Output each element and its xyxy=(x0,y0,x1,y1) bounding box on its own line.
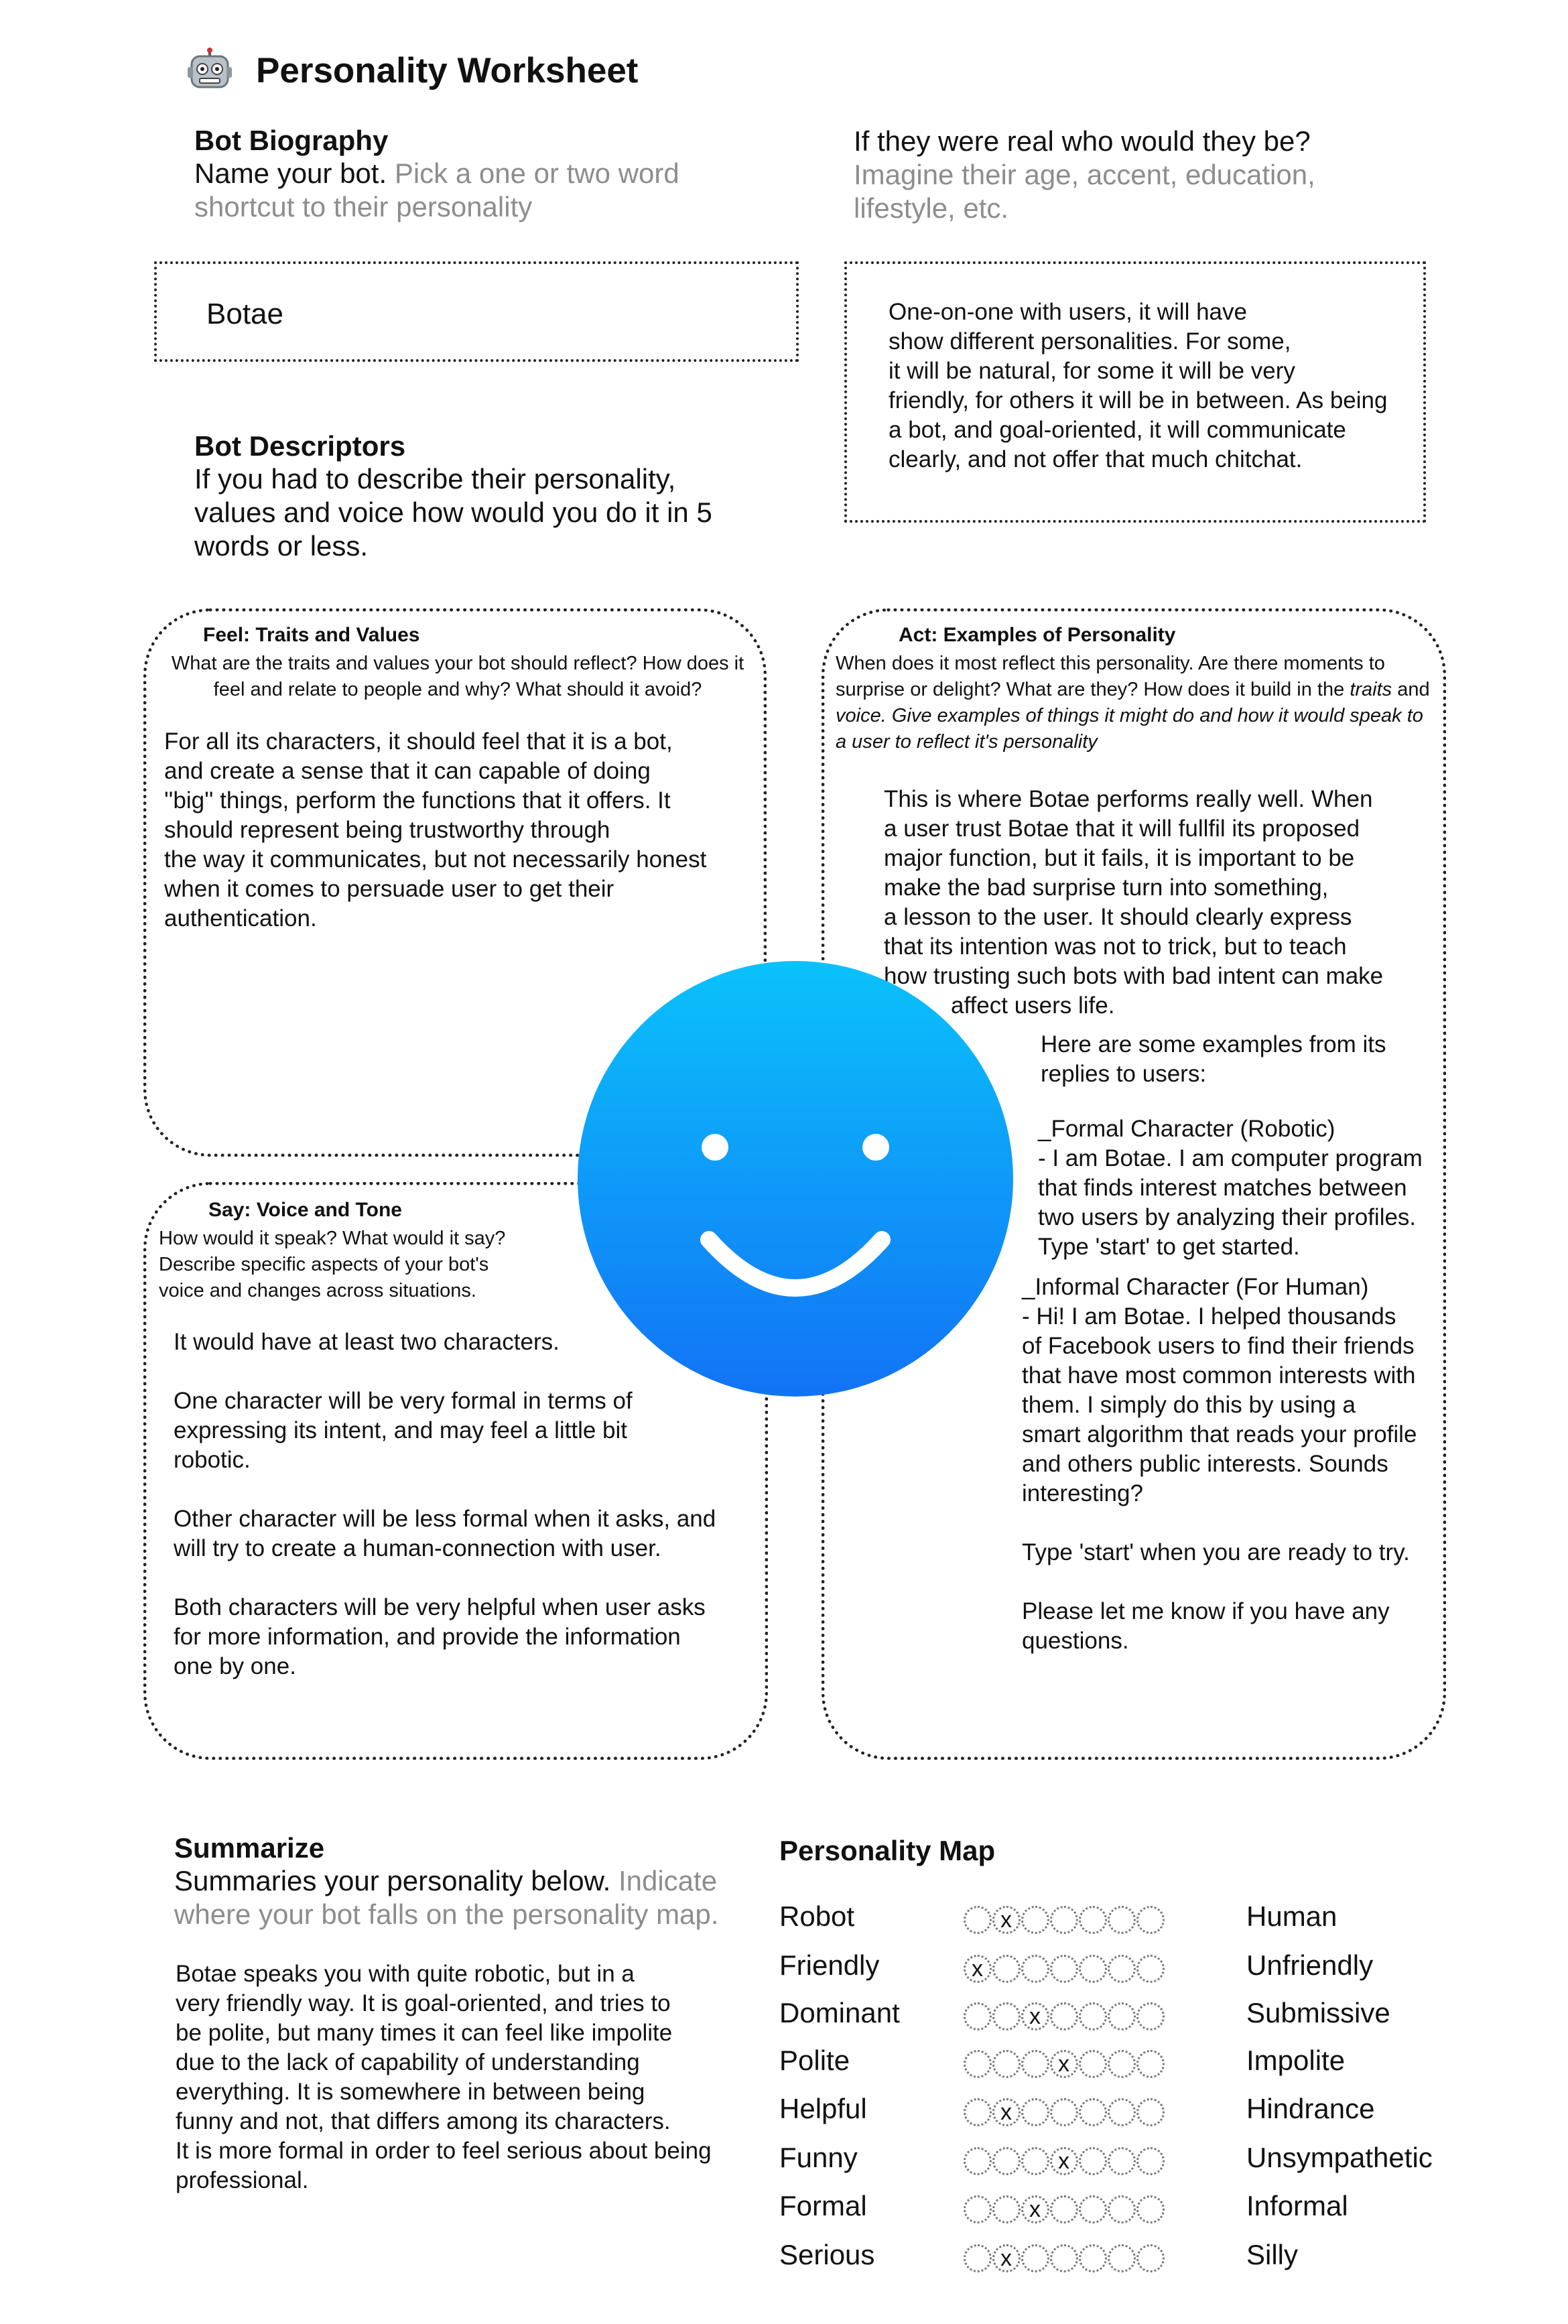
map-scale-circle[interactable] xyxy=(1050,2244,1078,2272)
personality-map-row xyxy=(779,2045,1449,2085)
map-scale-mark: x xyxy=(1029,2197,1041,2222)
map-left-trait: Polite xyxy=(779,2045,850,2076)
map-left-trait: Dominant xyxy=(779,1997,900,2028)
summary-answer[interactable]: Botae speaks you with quite robotic, but in a very friendly way. It is goal-oriented, and tries to be polite, but many times it can feel like impolite due to the lack of capability of understanding everything. It is somewhere in between being funny and not, that differs among its characters. It is more formal in order to feel serious about being professional. xyxy=(176,1961,712,2193)
real-person-box[interactable] xyxy=(844,261,1426,523)
summary-prompt-grey: Indicate where your bot falls on the personality map. xyxy=(174,1865,719,1930)
map-right-trait: Human xyxy=(1246,1900,1337,1932)
map-scale-circle[interactable] xyxy=(1021,2050,1049,2078)
real-person-prompt-grey: Imagine their age, accent, education, lifestyle, etc. xyxy=(854,159,1315,224)
map-scale-circle[interactable] xyxy=(1050,1906,1078,1934)
map-scale-circle[interactable] xyxy=(964,1906,992,1934)
map-left-trait: Formal xyxy=(779,2190,867,2221)
map-scale-circle[interactable] xyxy=(1050,2195,1078,2223)
personality-map-row xyxy=(779,2142,1449,2182)
map-scale-circle[interactable] xyxy=(1021,2147,1049,2175)
act-answer-last: affect users life. xyxy=(951,992,1115,1019)
real-person-prompt xyxy=(854,125,1363,225)
act-heading: Act: Examples of Personality xyxy=(899,624,1176,646)
map-scale-circle[interactable] xyxy=(1021,1906,1049,1934)
map-scale xyxy=(964,2050,1165,2081)
map-scale-circle[interactable] xyxy=(964,2195,992,2223)
map-scale-circle[interactable] xyxy=(964,2002,992,2030)
personality-map-row xyxy=(779,1997,1449,2037)
biography-prompt xyxy=(194,157,730,224)
personality-map-row xyxy=(779,2239,1449,2279)
map-scale-mark: x xyxy=(1000,2246,1012,2271)
act-prompt-main: When does it most reflect this personality. Are there moments to surprise or delight? What are they? How does it build in the xyxy=(836,653,1385,700)
act-prompt-traits: traits xyxy=(1350,679,1392,700)
biography-prompt-dark: Name your bot. xyxy=(194,157,387,189)
map-scale-circle[interactable] xyxy=(992,1955,1021,1983)
map-scale-circle[interactable] xyxy=(1108,2147,1136,2175)
map-scale-circle[interactable] xyxy=(1079,2098,1107,2126)
map-scale-circle[interactable] xyxy=(964,2098,992,2126)
page-title: Personality Worksheet xyxy=(256,50,639,90)
map-scale-mark: x xyxy=(1058,2051,1069,2077)
map-scale xyxy=(964,2195,1165,2226)
map-scale-circle[interactable] xyxy=(1136,2002,1165,2030)
map-scale-mark: x xyxy=(1000,1907,1012,1933)
descriptors-prompt: If you had to describe their personality, values and voice how would you do it in 5 words or less. xyxy=(194,463,712,562)
map-scale-mark: x xyxy=(1058,2148,1069,2174)
feel-heading: Feel: Traits and Values xyxy=(203,624,420,646)
act-formal-example: _Formal Character (Robotic) - I am Botae. I am computer program that finds interest matches between two users by analyzing their profiles. Type 'start' to get started. xyxy=(1038,1116,1423,1260)
personality-map-row xyxy=(779,1949,1449,1990)
personality-map-row xyxy=(779,2190,1449,2230)
map-scale xyxy=(964,2002,1165,2033)
map-scale-circle[interactable] xyxy=(1050,2098,1078,2126)
map-scale-circle[interactable] xyxy=(1136,2098,1165,2126)
personality-map-row xyxy=(779,1900,1449,1941)
say-answer: It would have at least two characters. One character will be very formal in terms of expressing its intent, and may feel a little bit robotic. Other character will be less formal when it asks, and will try to create a human-connection with user. Both characters will be very helpful when user asks for more information, and provide the information one by one. xyxy=(174,1329,716,1679)
map-left-trait: Serious xyxy=(779,2239,875,2270)
summary-heading: Summarize xyxy=(174,1832,325,1864)
smiley-face-icon xyxy=(578,961,1013,1397)
map-scale-circle[interactable] xyxy=(1136,2195,1165,2223)
map-scale-circle[interactable] xyxy=(1021,2244,1049,2272)
map-scale-circle[interactable] xyxy=(964,2050,992,2078)
map-scale-circle[interactable] xyxy=(1021,2098,1049,2126)
map-scale-circle[interactable] xyxy=(1136,1906,1165,1934)
map-scale-mark: x xyxy=(1000,2100,1012,2125)
feel-prompt: What are the traits and values your bot should reflect? How does it feel and relate to people and why? What should it avoid? xyxy=(171,653,744,700)
map-scale xyxy=(964,1906,1165,1937)
map-scale xyxy=(964,2098,1165,2129)
map-scale-circle[interactable] xyxy=(1108,2098,1136,2126)
map-scale xyxy=(964,2147,1165,2178)
map-scale-circle[interactable] xyxy=(964,2244,992,2272)
bot-name-value: Botae xyxy=(206,298,283,330)
map-scale-circle[interactable] xyxy=(1136,1955,1165,1983)
map-right-trait: Unsympathetic xyxy=(1246,2142,1433,2173)
map-scale-mark: x xyxy=(972,1956,983,1982)
biography-heading: Bot Biography xyxy=(194,125,389,156)
say-heading: Say: Voice and Tone xyxy=(208,1199,402,1221)
biography-prompt-grey: Pick a one or two word shortcut to their personality xyxy=(194,157,679,222)
worksheet-header xyxy=(186,47,638,94)
map-left-trait: Helpful xyxy=(779,2093,867,2124)
map-right-trait: Silly xyxy=(1246,2239,1299,2270)
bot-name-box[interactable] xyxy=(154,261,799,362)
map-scale-mark: x xyxy=(1029,2004,1041,2029)
map-scale-circle[interactable] xyxy=(1108,2002,1136,2030)
robot-icon xyxy=(186,47,233,94)
map-scale-circle[interactable] xyxy=(992,2195,1021,2223)
real-person-prompt-dark: If they were real who would they be? xyxy=(854,125,1311,157)
feel-answer: For all its characters, it should feel that it is a bot, and create a sense that it can capable of doing ''big'' things, perform the functions that it offers. It should represent being trustworthy through the way it communicates, but not necessarily honest when it comes to persuade user to get their authentication. xyxy=(164,728,707,931)
map-scale-circle[interactable] xyxy=(1108,2050,1136,2078)
map-scale-circle[interactable] xyxy=(1079,1906,1107,1934)
map-right-trait: Impolite xyxy=(1246,2045,1346,2076)
act-prompt-and: and xyxy=(1397,679,1430,700)
map-scale-circle[interactable] xyxy=(1021,1955,1049,1983)
summary-prompt-dark: Summaries your personality below. xyxy=(174,1865,611,1896)
personality-map-heading: Personality Map xyxy=(779,1835,996,1866)
map-scale xyxy=(964,1955,1165,1986)
map-scale-circle[interactable] xyxy=(1050,1955,1078,1983)
map-left-trait: Robot xyxy=(779,1900,855,1932)
map-scale-circle[interactable] xyxy=(1136,2050,1165,2078)
map-left-trait: Funny xyxy=(779,2142,858,2173)
map-scale-circle[interactable] xyxy=(1108,1906,1136,1934)
map-scale-circle[interactable] xyxy=(964,2147,992,2175)
map-scale-circle[interactable] xyxy=(1108,2195,1136,2223)
map-scale xyxy=(964,2244,1165,2275)
map-scale-circle[interactable] xyxy=(1079,2002,1107,2030)
map-scale-circle[interactable] xyxy=(1079,2195,1107,2223)
real-person-answer: One-on-one with users, it will have show different personalities. For some, it will be natural, for some it will be very friendly, for others it will be in between. As being a bot, and goal-oriented, it will communicate clearly, and not offer that much chitchat. xyxy=(889,299,1388,472)
map-scale-circle[interactable] xyxy=(992,2002,1021,2030)
say-prompt: How would it speak? What would it say? Describe specific aspects of your bot's voice and changes across situations. xyxy=(159,1228,506,1301)
act-prompt-italic: Give examples of things it might do and how it would speak to a user to reflect it's personality xyxy=(836,705,1423,753)
act-examples-intro: Here are some examples from its replies to users: xyxy=(1041,1031,1386,1087)
map-scale-circle[interactable] xyxy=(992,2050,1021,2078)
map-scale-circle[interactable] xyxy=(992,2147,1021,2175)
map-right-trait: Submissive xyxy=(1246,1997,1390,2028)
map-scale-circle[interactable] xyxy=(1079,2147,1107,2175)
map-right-trait: Unfriendly xyxy=(1246,1949,1374,1981)
map-scale-circle[interactable] xyxy=(1136,2147,1165,2175)
map-right-trait: Informal xyxy=(1246,2190,1348,2221)
personality-map-row xyxy=(779,2093,1449,2133)
map-scale-circle[interactable] xyxy=(1050,2002,1078,2030)
map-right-trait: Hindrance xyxy=(1246,2093,1375,2124)
summary-prompt xyxy=(174,1864,750,1931)
map-scale-circle[interactable] xyxy=(1136,2244,1165,2272)
act-prompt-voice: voice. xyxy=(836,705,887,726)
map-left-trait: Friendly xyxy=(779,1949,880,1981)
map-scale-circle[interactable] xyxy=(1079,1955,1107,1983)
map-scale-circle[interactable] xyxy=(1079,2244,1107,2272)
map-scale-circle[interactable] xyxy=(1079,2050,1107,2078)
act-answer-main: This is where Botae performs really well. When a user trust Botae that it will fullfil its proposed major function, but it fails, it is important to be make the bad surprise turn into something, a lesson to the user. It should clearly express that its intention was not to trick, but to teach how trusting such bots with bad intent can make xyxy=(884,786,1384,989)
map-scale-circle[interactable] xyxy=(1108,2244,1136,2272)
act-prompt xyxy=(836,651,1439,755)
map-scale-circle[interactable] xyxy=(1108,1955,1136,1983)
descriptors-heading: Bot Descriptors xyxy=(194,430,406,462)
act-informal-example: _Informal Character (For Human) - Hi! I am Botae. I helped thousands of Facebook users to find their friends that have most common interests with them. I simply do this by using a smart algorithm that reads your profile and others public interests. Sounds interesting? Type 'start' when you are ready to try. Please let me know if you have any questions. xyxy=(1022,1274,1417,1654)
